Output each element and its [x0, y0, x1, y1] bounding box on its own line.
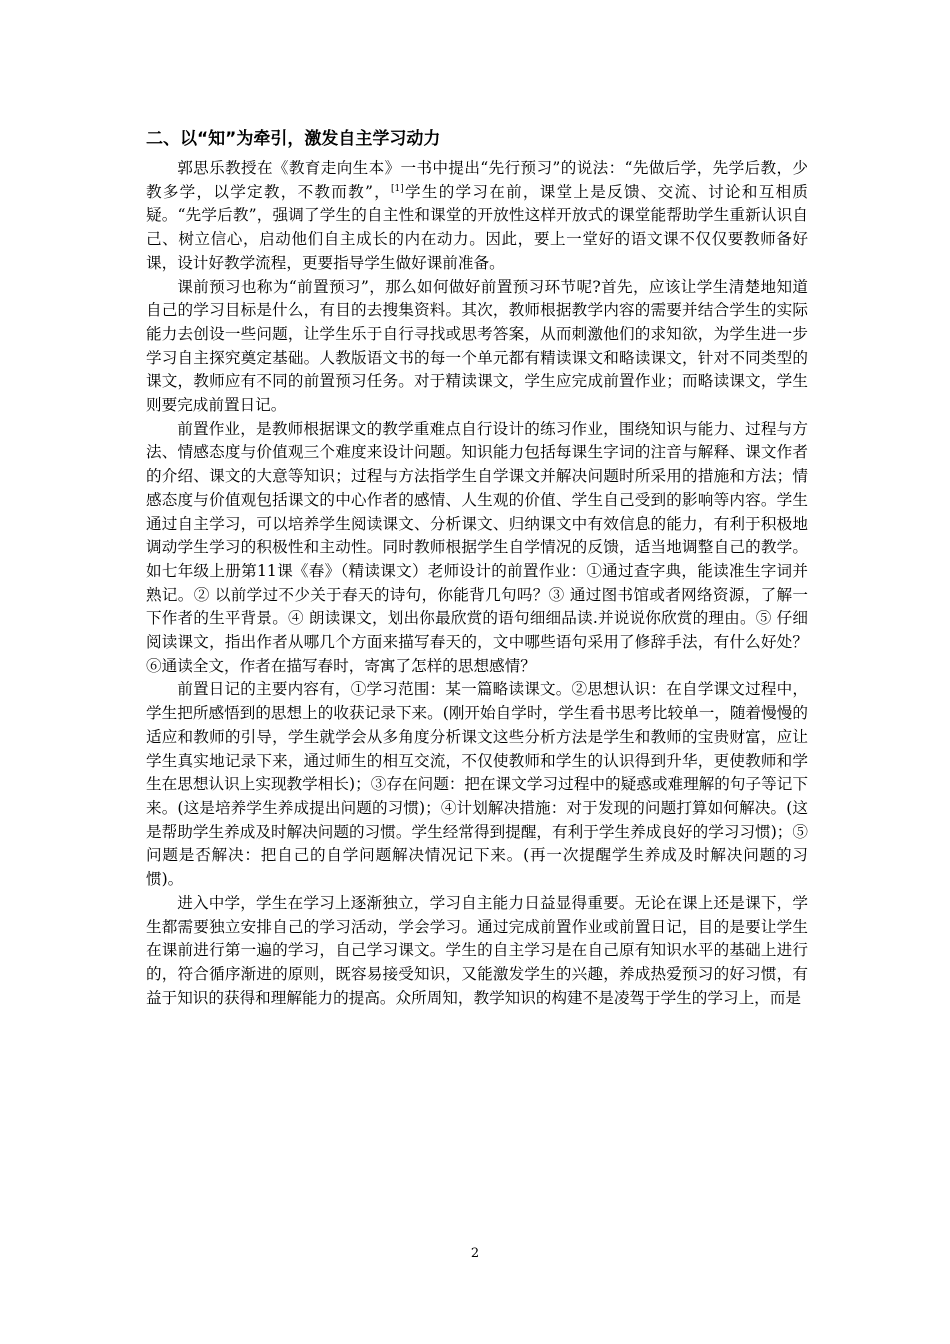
page-body	[146, 128, 808, 1010]
page-number: 2	[470, 1246, 480, 1261]
paragraph-5: 进入中学，学生在学习上逐渐独立，学习自主能力日益显得重要。无论在课上还是课下，学生都需要独立安排自己的学习活动，学会学习。通过完成前置作业或前置日记，目的是要让学生在课前进行第一遍的学习，自己学习课文。学生的自主学习是在自己原有知识水平的基础上进行的，符合循序渐进的原则，既容易接受知识，又能激发学生的兴趣，养成热爱预习的好习惯，有益于知识的获得和理解能力的提高。众所周知，教学知识的构建不是凌驾于学生的学习上，而是	[146, 893, 808, 1007]
paragraph-3: 前置作业，是教师根据课文的教学重难点自行设计的练习作业，围绕知识与能力、过程与方法、情感态度与价值观三个难度来设计问题。知识能力包括每课生字词的注音与解释、课文作者的介绍、课文的大意等知识；过程与方法指学生自学课文并解决问题时所采用的措施和方法；情感态度与价值观包括课文的中心作者的感情、人生观的价值、学生自己受到的影响等内容。学生通过自主学习，可以培养学生阅读课文、分析课文、归纳课文中有效信息的能力，有利于积极地调动学生学习的积极性和主动性。同时教师根据学生自学情况的反馈，适当地调整自己的教学。如七年级上册第11课《春》（精读课文）老师设计的前置作业：①通过查字典，能读准生字词并熟记。② 以前学过不少关于春天的诗句，你能背几句吗？③ 通过图书馆或者网络资源，了解一下作者的生平背景。④ 朗读课文，划出你最欣赏的语句细细品读.并说说你欣赏的理由。⑤ 仔细阅读课文，指出作者从哪几个方面来描写春天的，文中哪些语句采用了修辞手法，有什么好处？⑥通读全文，作者在描写春时，寄寓了怎样的思想感情？	[146, 419, 808, 675]
section-heading: 二、以“知”为牵引，激发自主学习动力	[146, 129, 441, 149]
paragraph-1-text-cont: 学生的学习在前，课堂上是反馈、交流、讨论和互相质疑。“先学后教”，强调了学生的自主性和课堂的开放性这样开放式的课堂能帮助学生重新认识自己、树立信心，启动他们自主成长的内在动力。因此，要上一堂好的语文课不仅仅要教师备好课，设计好教学流程，更要指导学生做好课前准备。	[146, 182, 808, 272]
paragraph-2: 课前预习也称为“前置预习”，那么如何做好前置预习环节呢?首先，应该让学生清楚地知道自己的学习目标是什么，有目的去搜集资料。其次，教师根据教学内容的需要并结合学生的实际能力去创设一些问题，让学生乐于自行寻找或思考答案，从而刺激他们的求知欲，为学生进一步学习自主探究奠定基础。人教版语文书的每一个单元都有精读课文和略读课文，针对不同类型的课文，教师应有不同的前置预习任务。对于精读课文，学生应完成前置作业；而略读课文，学生则要完成前置日记。	[146, 277, 808, 415]
paragraph-1-text: 郭思乐教授在《教育走向生本》一书中提出“先行预习”的说法：“先做后学，先学后教，少教多学，以学定教，不教而教”，	[146, 159, 808, 201]
paragraph-4: 前置日记的主要内容有，①学习范围：某一篇略读课文。②思想认识：在自学课文过程中，学生把所感悟到的思想上的收获记录下来。(刚开始自学时，学生看书思考比较单一，随着慢慢的适应和教师的引导，学生就学会从多角度分析课文这些分析方法是学生和教师的宝贵财富，应让学生真实地记录下来，通过师生的相互交流，不仅使教师和学生的认识得到升华，更使教师和学生在思想认识上实现教学相长)；③存在问题：把在课文学习过程中的疑惑或难理解的句子等记下来。(这是培养学生养成提出问题的习惯)；④计划解决措施：对于发现的问题打算如何解决。(这是帮助学生养成及时解决问题的习惯。学生经常得到提醒，有利于学生养成良好的学习习惯)；⑤问题是否解决：把自己的自学问题解决情况记下来。(再一次提醒学生养成及时解决问题的习惯)。	[146, 680, 808, 889]
paragraph-1	[146, 157, 808, 276]
citation-marker: [1]	[391, 183, 404, 194]
